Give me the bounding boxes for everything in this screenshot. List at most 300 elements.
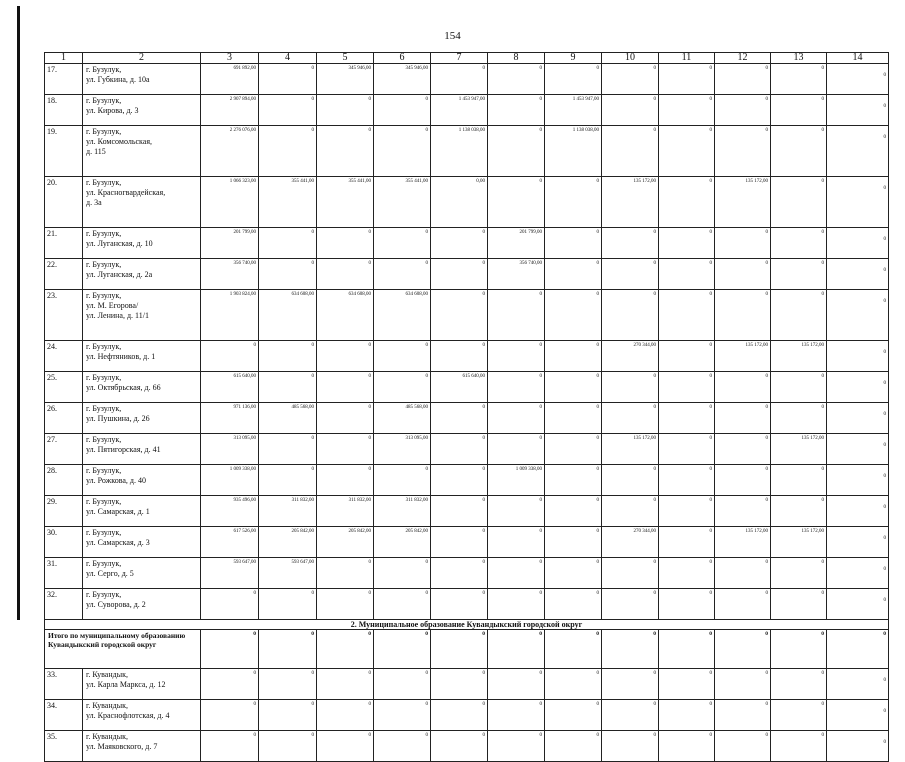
value-cell: 0 [545, 290, 602, 341]
address-line: ул. Рожкова, д. 40 [86, 476, 146, 485]
value-cell: 0 [259, 589, 317, 620]
value-cell: 0 [317, 95, 374, 126]
total-row [45, 630, 889, 669]
value-cell: 0 [317, 700, 374, 731]
value-cell: 0 [545, 527, 602, 558]
value-cell: 0 [545, 465, 602, 496]
value-cell: 0 [659, 259, 715, 290]
address-line: д. 3а [86, 198, 102, 207]
value-cell: 0 [431, 465, 488, 496]
value-cell: 0 [827, 496, 889, 527]
value-cell: 0 [201, 589, 259, 620]
total-value-cell: 0 [715, 630, 771, 669]
value-cell: 0 [259, 259, 317, 290]
value-cell: 135 172,00 [715, 177, 771, 228]
value-cell: 0 [827, 64, 889, 95]
value-cell: 0 [602, 731, 659, 762]
value-cell: 0 [827, 228, 889, 259]
value-cell: 0 [827, 341, 889, 372]
value-cell: 0 [659, 177, 715, 228]
row-number: 24. [45, 341, 83, 372]
value-cell: 634 608,00 [317, 290, 374, 341]
value-cell: 0 [771, 126, 827, 177]
value-cell: 0 [259, 372, 317, 403]
column-header: 10 [602, 53, 659, 64]
address-line: ул. Маяковского, д. 7 [86, 742, 158, 751]
row-number: 25. [45, 372, 83, 403]
table-row [45, 372, 889, 403]
address-line: ул. Пятигорская, д. 41 [86, 445, 161, 454]
value-cell: 0 [431, 290, 488, 341]
value-cell: 0 [259, 700, 317, 731]
value-cell: 0 [659, 341, 715, 372]
address-cell [83, 341, 201, 372]
value-cell: 0 [715, 403, 771, 434]
value-cell: 0 [259, 731, 317, 762]
row-number: 27. [45, 434, 83, 465]
value-cell: 2 907 894,00 [201, 95, 259, 126]
value-cell: 270 344,00 [602, 341, 659, 372]
value-cell: 355 441,00 [317, 177, 374, 228]
column-header: 5 [317, 53, 374, 64]
value-cell: 0 [715, 372, 771, 403]
value-cell: 0 [827, 95, 889, 126]
value-cell: 0 [259, 341, 317, 372]
value-cell: 0 [259, 95, 317, 126]
value-cell: 485 568,00 [374, 403, 431, 434]
value-cell: 0 [431, 527, 488, 558]
column-header: 2 [83, 53, 201, 64]
value-cell: 0 [659, 669, 715, 700]
value-cell: 0 [659, 700, 715, 731]
value-cell: 205 842,00 [374, 527, 431, 558]
address-line: г. Кувандык, [86, 732, 128, 741]
address-line: ул. Октябрьская, д. 66 [86, 383, 161, 392]
value-cell: 0 [715, 290, 771, 341]
table-row [45, 700, 889, 731]
value-cell: 0 [317, 465, 374, 496]
value-cell: 0 [488, 558, 545, 589]
value-cell: 205 842,00 [259, 527, 317, 558]
table-row [45, 126, 889, 177]
value-cell: 0 [488, 731, 545, 762]
address-line: г. Бузулук, [86, 96, 122, 105]
value-cell: 0 [545, 341, 602, 372]
value-cell: 0 [602, 95, 659, 126]
address-line: г. Бузулук, [86, 65, 122, 74]
address-line: ул. Луганская, д. 10 [86, 239, 153, 248]
value-cell: 593 647,00 [201, 558, 259, 589]
value-cell: 615 640,00 [201, 372, 259, 403]
table-row [45, 434, 889, 465]
address-line: ул. Луганская, д. 2а [86, 270, 153, 279]
value-cell: 0 [431, 700, 488, 731]
value-cell: 201 799,00 [488, 228, 545, 259]
value-cell: 0 [602, 558, 659, 589]
value-cell: 0 [488, 669, 545, 700]
value-cell: 0 [545, 228, 602, 259]
table-row [45, 177, 889, 228]
value-cell: 1 903 824,00 [201, 290, 259, 341]
address-line: г. Бузулук, [86, 342, 122, 351]
value-cell: 0 [201, 669, 259, 700]
value-cell: 135 172,00 [715, 527, 771, 558]
value-cell: 0 [771, 589, 827, 620]
value-cell: 0 [259, 126, 317, 177]
row-number: 17. [45, 64, 83, 95]
address-line: д. 115 [86, 147, 106, 156]
value-cell: 0 [715, 228, 771, 259]
value-cell: 0 [317, 558, 374, 589]
address-line: г. Бузулук, [86, 178, 122, 187]
value-cell: 1 009 338,00 [201, 465, 259, 496]
address-line: г. Бузулук, [86, 435, 122, 444]
value-cell: 0 [659, 527, 715, 558]
table-row [45, 403, 889, 434]
value-cell: 0 [488, 700, 545, 731]
value-cell: 311 832,00 [317, 496, 374, 527]
value-cell: 0 [317, 372, 374, 403]
value-cell: 0 [374, 228, 431, 259]
table-row [45, 731, 889, 762]
value-cell: 0 [715, 465, 771, 496]
value-cell: 356 740,00 [488, 259, 545, 290]
value-cell: 0 [659, 228, 715, 259]
section-header-row [45, 620, 889, 630]
total-value-cell: 0 [827, 630, 889, 669]
value-cell: 0 [715, 700, 771, 731]
value-cell: 355 441,00 [259, 177, 317, 228]
address-cell [83, 669, 201, 700]
address-line: г. Кувандык, [86, 701, 128, 710]
row-number: 29. [45, 496, 83, 527]
value-cell: 345 946,00 [374, 64, 431, 95]
address-line: ул. Самарская, д. 1 [86, 507, 150, 516]
table-row [45, 290, 889, 341]
value-cell: 0 [771, 259, 827, 290]
value-cell: 0 [374, 259, 431, 290]
value-cell: 0 [827, 372, 889, 403]
column-header: 8 [488, 53, 545, 64]
value-cell: 0 [771, 496, 827, 527]
value-cell: 0 [771, 731, 827, 762]
row-number: 35. [45, 731, 83, 762]
value-cell: 0 [602, 126, 659, 177]
total-value-cell: 0 [545, 630, 602, 669]
value-cell: 0 [431, 496, 488, 527]
value-cell: 0 [827, 558, 889, 589]
address-cell [83, 700, 201, 731]
total-label: Итого по муниципальному образованию Кувандыкский городской округ [45, 630, 201, 669]
value-cell: 0 [374, 341, 431, 372]
value-cell: 0 [317, 126, 374, 177]
value-cell: 0 [659, 403, 715, 434]
column-header: 14 [827, 53, 889, 64]
value-cell: 0 [488, 403, 545, 434]
row-number: 19. [45, 126, 83, 177]
address-line: г. Бузулук, [86, 590, 122, 599]
address-cell [83, 403, 201, 434]
value-cell: 0 [317, 669, 374, 700]
value-cell: 0 [715, 434, 771, 465]
value-cell: 0 [602, 372, 659, 403]
address-line: ул. М. Егорова/ [86, 301, 139, 310]
address-line: ул. Нефтяников, д. 1 [86, 352, 156, 361]
value-cell: 0 [488, 589, 545, 620]
value-cell: 0 [602, 403, 659, 434]
value-cell: 0 [715, 669, 771, 700]
value-cell: 0 [317, 228, 374, 259]
total-value-cell: 0 [259, 630, 317, 669]
value-cell: 971 136,00 [201, 403, 259, 434]
address-line: ул. Комсомольская, [86, 137, 153, 146]
value-cell: 0 [545, 558, 602, 589]
value-cell: 0 [602, 228, 659, 259]
value-cell: 0 [659, 731, 715, 762]
total-value-cell: 0 [317, 630, 374, 669]
address-cell [83, 64, 201, 95]
value-cell: 0 [545, 64, 602, 95]
value-cell: 135 172,00 [602, 177, 659, 228]
value-cell: 0 [659, 589, 715, 620]
total-value-cell: 0 [201, 630, 259, 669]
address-line: г. Бузулук, [86, 229, 122, 238]
row-number: 18. [45, 95, 83, 126]
address-cell [83, 558, 201, 589]
value-cell: 0 [488, 341, 545, 372]
value-cell: 0 [602, 589, 659, 620]
row-number: 20. [45, 177, 83, 228]
row-number: 26. [45, 403, 83, 434]
value-cell: 0 [431, 589, 488, 620]
value-cell: 0 [488, 126, 545, 177]
address-cell [83, 731, 201, 762]
left-margin-bar [17, 6, 20, 620]
table-row [45, 496, 889, 527]
value-cell: 0 [545, 403, 602, 434]
row-number: 21. [45, 228, 83, 259]
value-cell: 0 [715, 496, 771, 527]
value-cell: 485 568,00 [259, 403, 317, 434]
value-cell: 0 [201, 700, 259, 731]
address-line: г. Бузулук, [86, 404, 122, 413]
value-cell: 0 [602, 700, 659, 731]
column-header: 4 [259, 53, 317, 64]
address-line: г. Бузулук, [86, 260, 122, 269]
value-cell: 0 [602, 64, 659, 95]
address-line: ул. Губкина, д. 10а [86, 75, 150, 84]
value-cell: 0 [659, 64, 715, 95]
value-cell: 135 172,00 [771, 527, 827, 558]
address-cell [83, 465, 201, 496]
row-number: 30. [45, 527, 83, 558]
value-cell: 0 [771, 465, 827, 496]
table-row [45, 589, 889, 620]
value-cell: 0 [715, 126, 771, 177]
address-cell [83, 228, 201, 259]
value-cell: 135 172,00 [771, 341, 827, 372]
value-cell: 345 946,00 [317, 64, 374, 95]
value-cell: 313 095,00 [201, 434, 259, 465]
value-cell: 0 [317, 259, 374, 290]
table-row [45, 341, 889, 372]
value-cell: 1 066 323,00 [201, 177, 259, 228]
address-line: г. Бузулук, [86, 559, 122, 568]
address-line: г. Бузулук, [86, 497, 122, 506]
address-cell [83, 177, 201, 228]
value-cell: 0 [431, 259, 488, 290]
value-cell: 0 [771, 372, 827, 403]
value-cell: 0 [771, 290, 827, 341]
value-cell: 0 [259, 669, 317, 700]
value-cell: 0 [201, 341, 259, 372]
value-cell: 0 [374, 126, 431, 177]
value-cell: 0 [488, 527, 545, 558]
value-cell: 0 [317, 341, 374, 372]
value-cell: 593 647,00 [259, 558, 317, 589]
total-value-cell: 0 [659, 630, 715, 669]
value-cell: 0 [715, 589, 771, 620]
value-cell: 356 740,00 [201, 259, 259, 290]
value-cell: 0 [488, 177, 545, 228]
address-line: г. Бузулук, [86, 528, 122, 537]
value-cell: 634 608,00 [259, 290, 317, 341]
value-cell: 0 [545, 669, 602, 700]
address-line: ул. Суворова, д. 2 [86, 600, 146, 609]
address-line: ул. Карла Маркса, д. 12 [86, 680, 166, 689]
value-cell: 0 [259, 465, 317, 496]
value-cell: 0 [771, 228, 827, 259]
value-cell: 135 172,00 [602, 434, 659, 465]
value-cell: 0 [374, 731, 431, 762]
address-line: г. Бузулук, [86, 466, 122, 475]
table-row [45, 228, 889, 259]
value-cell: 0 [431, 64, 488, 95]
value-cell: 0 [827, 589, 889, 620]
value-cell: 135 172,00 [715, 341, 771, 372]
column-header: 11 [659, 53, 715, 64]
address-line: г. Бузулук, [86, 291, 122, 300]
value-cell: 0 [715, 64, 771, 95]
column-header: 13 [771, 53, 827, 64]
address-line: ул. Красногвардейская, [86, 188, 166, 197]
address-line: ул. Самарская, д. 3 [86, 538, 150, 547]
value-cell: 0 [715, 558, 771, 589]
value-cell: 0 [827, 177, 889, 228]
address-cell [83, 95, 201, 126]
value-cell: 935 496,00 [201, 496, 259, 527]
value-cell: 0 [602, 290, 659, 341]
value-cell: 0 [545, 434, 602, 465]
address-line: г. Кувандык, [86, 670, 128, 679]
value-cell: 0 [771, 403, 827, 434]
value-cell: 1 138 038,00 [545, 126, 602, 177]
value-cell: 0 [602, 259, 659, 290]
table-row [45, 558, 889, 589]
address-cell [83, 290, 201, 341]
table-row [45, 64, 889, 95]
value-cell: 0 [602, 669, 659, 700]
column-header: 3 [201, 53, 259, 64]
address-line: ул. Кирова, д. 3 [86, 106, 139, 115]
value-cell: 0 [317, 589, 374, 620]
value-cell: 0 [374, 95, 431, 126]
value-cell: 1 009 338,00 [488, 465, 545, 496]
value-cell: 135 172,00 [771, 434, 827, 465]
value-cell: 0 [602, 465, 659, 496]
value-cell: 0 [827, 700, 889, 731]
value-cell: 0 [659, 558, 715, 589]
row-number: 32. [45, 589, 83, 620]
value-cell: 1 453 947,00 [545, 95, 602, 126]
value-cell: 0,00 [431, 177, 488, 228]
address-cell [83, 589, 201, 620]
value-cell: 0 [545, 589, 602, 620]
row-number: 31. [45, 558, 83, 589]
value-cell: 0 [374, 558, 431, 589]
address-line: г. Бузулук, [86, 373, 122, 382]
value-cell: 0 [374, 700, 431, 731]
value-cell: 0 [715, 259, 771, 290]
value-cell: 0 [374, 669, 431, 700]
table-row [45, 259, 889, 290]
value-cell: 0 [488, 290, 545, 341]
value-cell: 0 [545, 496, 602, 527]
value-cell: 0 [374, 465, 431, 496]
value-cell: 2 276 076,00 [201, 126, 259, 177]
total-value-cell: 0 [374, 630, 431, 669]
value-cell: 0 [317, 731, 374, 762]
column-number-header [45, 53, 889, 64]
value-cell: 201 799,00 [201, 228, 259, 259]
value-cell: 311 832,00 [259, 496, 317, 527]
value-cell: 0 [659, 434, 715, 465]
value-cell: 0 [659, 290, 715, 341]
address-line: ул. Пушкина, д. 26 [86, 414, 150, 423]
value-cell: 0 [771, 700, 827, 731]
value-cell: 0 [827, 434, 889, 465]
value-cell: 311 832,00 [374, 496, 431, 527]
address-cell [83, 126, 201, 177]
value-cell: 355 441,00 [374, 177, 431, 228]
value-cell: 0 [317, 403, 374, 434]
value-cell: 205 842,00 [317, 527, 374, 558]
value-cell: 0 [545, 700, 602, 731]
value-cell: 0 [659, 95, 715, 126]
address-cell [83, 434, 201, 465]
value-cell: 0 [431, 731, 488, 762]
value-cell: 0 [201, 731, 259, 762]
value-cell: 0 [545, 259, 602, 290]
value-cell: 0 [431, 558, 488, 589]
value-cell: 0 [374, 372, 431, 403]
row-number: 23. [45, 290, 83, 341]
value-cell: 0 [827, 669, 889, 700]
total-value-cell: 0 [771, 630, 827, 669]
address-line: г. Бузулук, [86, 127, 122, 136]
value-cell: 0 [715, 95, 771, 126]
value-cell: 0 [259, 434, 317, 465]
value-cell: 0 [602, 496, 659, 527]
value-cell: 0 [827, 465, 889, 496]
value-cell: 0 [488, 64, 545, 95]
value-cell: 0 [374, 589, 431, 620]
address-line: ул. Краснофлотская, д. 4 [86, 711, 170, 720]
address-cell [83, 527, 201, 558]
section-title: 2. Муниципальное образование Кувандыкский городской округ [45, 620, 889, 630]
value-cell: 0 [545, 177, 602, 228]
table-row [45, 465, 889, 496]
